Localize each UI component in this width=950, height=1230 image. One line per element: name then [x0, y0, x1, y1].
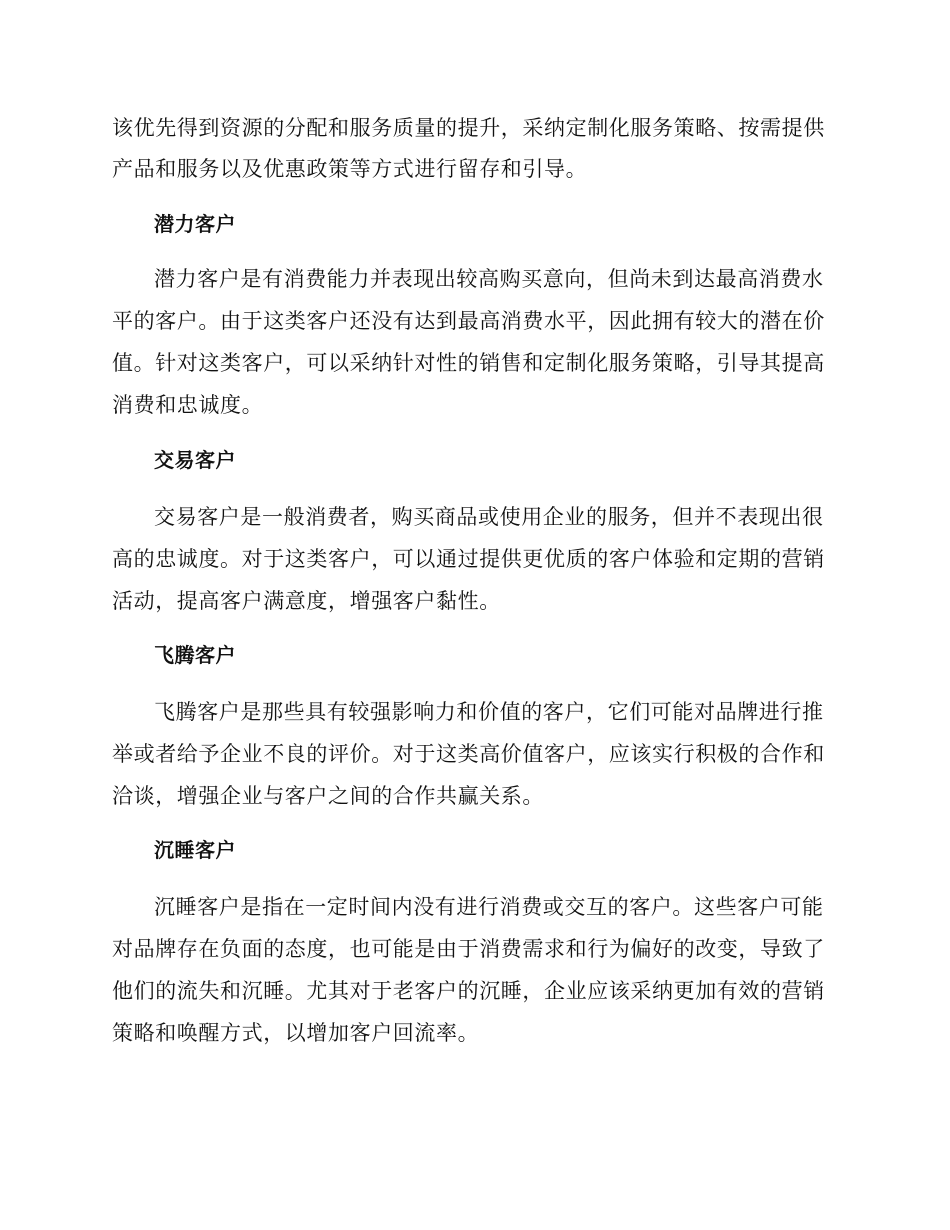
transaction-line-3: 活动，提高客户满意度，增强客户黏性。: [112, 589, 501, 613]
potential-line-4: 消费和忠诚度。: [112, 393, 264, 417]
section-heading-transaction: 交易客户: [154, 448, 236, 472]
transaction-line-2: 高的忠诚度。对于这类客户，可以通过提供更优质的客户体验和定期的营销: [112, 547, 825, 571]
section-heading-potential: 潜力客户: [154, 212, 236, 236]
potential-line-1: 潜力客户是有消费能力并表现出较高购买意向，但尚未到达最高消费水: [154, 267, 824, 291]
section-heading-feiteng: 飞腾客户: [154, 643, 236, 667]
potential-line-3: 值。针对这类客户，可以采纳针对性的销售和定制化服务策略，引导其提高: [112, 351, 825, 375]
intro-line-1: 该优先得到资源的分配和服务质量的提升，采纳定制化服务策略、按需提供: [112, 116, 825, 140]
feiteng-line-1: 飞腾客户是那些具有较强影响力和价值的客户，它们可能对品牌进行推: [154, 700, 824, 724]
intro-line-2: 产品和服务以及优惠政策等方式进行留存和引导。: [112, 157, 588, 181]
transaction-line-1: 交易客户是一般消费者，购买商品或使用企业的服务，但并不表现出很: [154, 505, 824, 529]
dormant-line-3: 他们的流失和沉睡。尤其对于老客户的沉睡，企业应该采纳更加有效的营销: [112, 979, 825, 1003]
dormant-line-2: 对品牌存在负面的态度，也可能是由于消费需求和行为偏好的改变，导致了: [112, 937, 825, 961]
feiteng-line-2: 举或者给予企业不良的评价。对于这类高价值客户，应该实行积极的合作和: [112, 742, 825, 766]
feiteng-line-3: 洽谈，增强企业与客户之间的合作共赢关系。: [112, 784, 544, 808]
section-heading-dormant: 沉睡客户: [154, 838, 236, 862]
potential-line-2: 平的客户。由于这类客户还没有达到最高消费水平，因此拥有较大的潜在价: [112, 309, 825, 333]
dormant-line-4: 策略和唤醒方式，以增加客户回流率。: [112, 1021, 480, 1045]
dormant-line-1: 沉睡客户是指在一定时间内没有进行消费或交互的客户。这些客户可能: [154, 895, 824, 919]
